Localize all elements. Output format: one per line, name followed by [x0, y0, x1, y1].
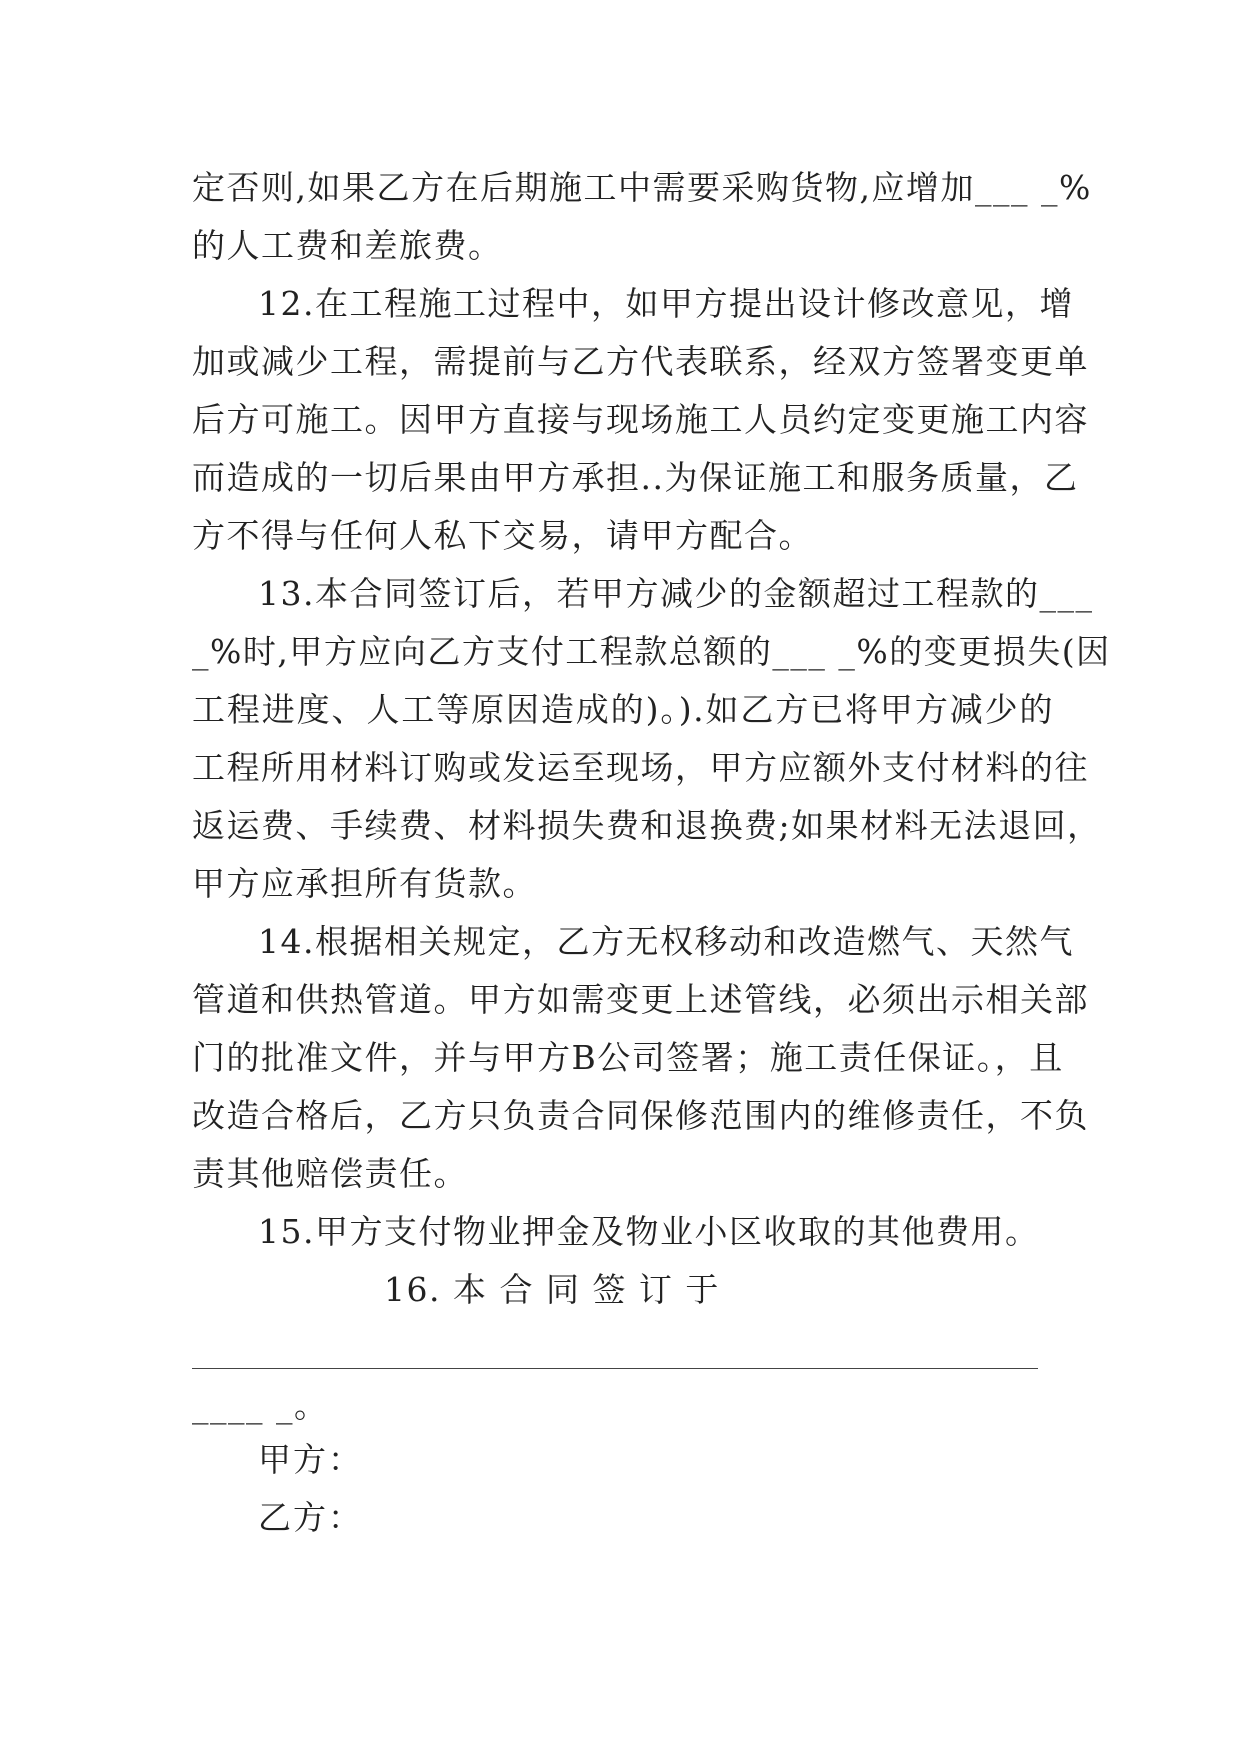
clause-16-line-2: ____ _。 — [192, 1386, 329, 1425]
clause-14-line-5: 责其他赔偿责任。 — [192, 1154, 468, 1193]
clause-16-line-1: 16. 本 合 同 签 订 于 — [384, 1270, 720, 1309]
clause-12-line-5: 方不得与任何人私下交易，请甲方配合。 — [192, 516, 813, 555]
clause-12-line-1: 12.在工程施工过程中，如甲方提出设计修改意见，增 — [258, 284, 1074, 323]
clause-12-line-2: 加或减少工程，需提前与乙方代表联系，经双方签署变更单 — [192, 342, 1089, 381]
blank-underline — [192, 1368, 1038, 1369]
signature-party-b: 乙方： — [258, 1498, 363, 1537]
clause-12-line-3: 后方可施工。因甲方直接与现场施工人员约定变更施工内容 — [192, 400, 1089, 439]
clause-13-line-6: 甲方应承担所有货款。 — [192, 864, 537, 903]
clause-14-line-2: 管道和供热管道。甲方如需变更上述管线，必须出示相关部 — [192, 980, 1089, 1019]
clause-14-line-1: 14.根据相关规定，乙方无权移动和改造燃气、天然气 — [258, 922, 1074, 961]
text-line-1: 定否则,如果乙方在后期施工中需要采购货物,应增加___ _% — [192, 168, 1092, 207]
clause-14-line-3: 门的批准文件，并与甲方B公司签署；施工责任保证。，且 — [192, 1038, 1064, 1077]
clause-13-line-2: _%时,甲方应向乙方支付工程款总额的___ _%的变更损失(因 — [192, 632, 1111, 671]
clause-13-line-4: 工程所用材料订购或发运至现场，甲方应额外支付材料的往 — [192, 748, 1089, 787]
clause-15-line-1: 15.甲方支付物业押金及物业小区收取的其他费用。 — [258, 1212, 1040, 1251]
clause-13-line-1: 13.本合同签订后，若甲方减少的金额超过工程款的___ — [258, 574, 1094, 613]
clause-13-line-3: 工程进度、人工等原因造成的)。).如乙方已将甲方减少的 — [192, 690, 1054, 729]
clause-13-line-5: 返运费、手续费、材料损失费和退换费;如果材料无法退回， — [192, 806, 1102, 845]
clause-12-line-4: 而造成的一切后果由甲方承担..为保证施工和服务质量，乙 — [192, 458, 1079, 497]
clause-14-line-4: 改造合格后，乙方只负责合同保修范围内的维修责任，不负 — [192, 1096, 1089, 1135]
text-line-2: 的人工费和差旅费。 — [192, 226, 503, 265]
signature-party-a: 甲方： — [258, 1440, 363, 1479]
